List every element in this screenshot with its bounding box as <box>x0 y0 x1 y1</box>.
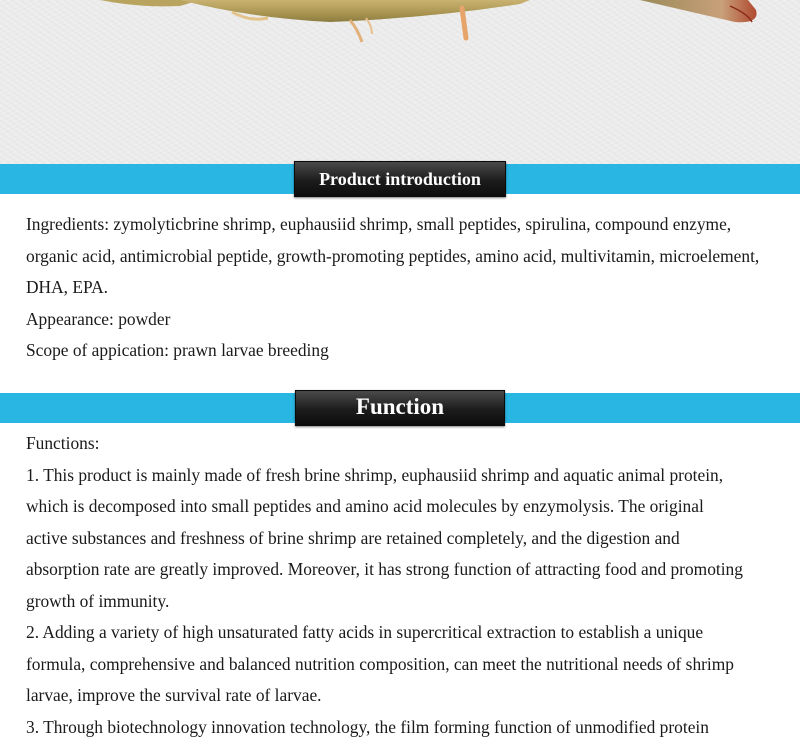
function-line: active substances and freshness of brine shrimp are retained completely, and the digestion and <box>26 527 680 548</box>
intro-line: Appearance: powder <box>26 308 171 329</box>
hero-image <box>0 0 800 164</box>
function-line: Functions: <box>26 433 100 453</box>
intro-line: Ingredients: zymolyticbrine shrimp, euphausiid shrimp, small peptides, spirulina, compound enzyme, <box>26 214 732 234</box>
function-line: 3. Through biotechnology innovation technology, the film forming function of unmodified protein <box>26 716 709 737</box>
function-line: larvae, improve the survival rate of larvae. <box>26 685 322 705</box>
function-body <box>0 423 800 743</box>
shrimp-leg <box>462 8 466 38</box>
section-title-intro: Product introduction <box>294 161 506 197</box>
function-line: which is decomposed into small peptides and amino acid molecules by enzymolysis. The original <box>26 496 704 516</box>
intro-line: organic acid, antimicrobial peptide, growth-promoting peptides, amino acid, multivitamin, microelement, <box>26 245 760 266</box>
function-line: growth of immunity. <box>26 590 170 611</box>
intro-line: Scope of appication: prawn larvae breeding <box>26 340 329 360</box>
section-banner-function <box>0 393 800 423</box>
intro-body <box>0 194 800 393</box>
shrimp-illustration <box>0 0 800 164</box>
function-line: 2. Adding a variety of high unsaturated fatty acids in supercritical extraction to establish a unique <box>26 622 704 642</box>
section-title-function: Function <box>295 390 505 426</box>
shrimp-leg <box>350 20 362 42</box>
function-line: formula, comprehensive and balanced nutrition composition, can meet the nutritional needs of shrimp <box>26 653 734 674</box>
shrimp-leg <box>366 18 372 34</box>
intro-line: DHA, EPA. <box>26 277 108 297</box>
shrimp-body <box>180 0 530 22</box>
section-banner-intro <box>0 164 800 194</box>
function-line: 1. This product is mainly made of fresh brine shrimp, euphausiid shrimp and aquatic animal protein, <box>26 464 724 485</box>
function-line: absorption rate are greatly improved. Moreover, it has strong function of attracting food and promoting <box>26 559 743 579</box>
